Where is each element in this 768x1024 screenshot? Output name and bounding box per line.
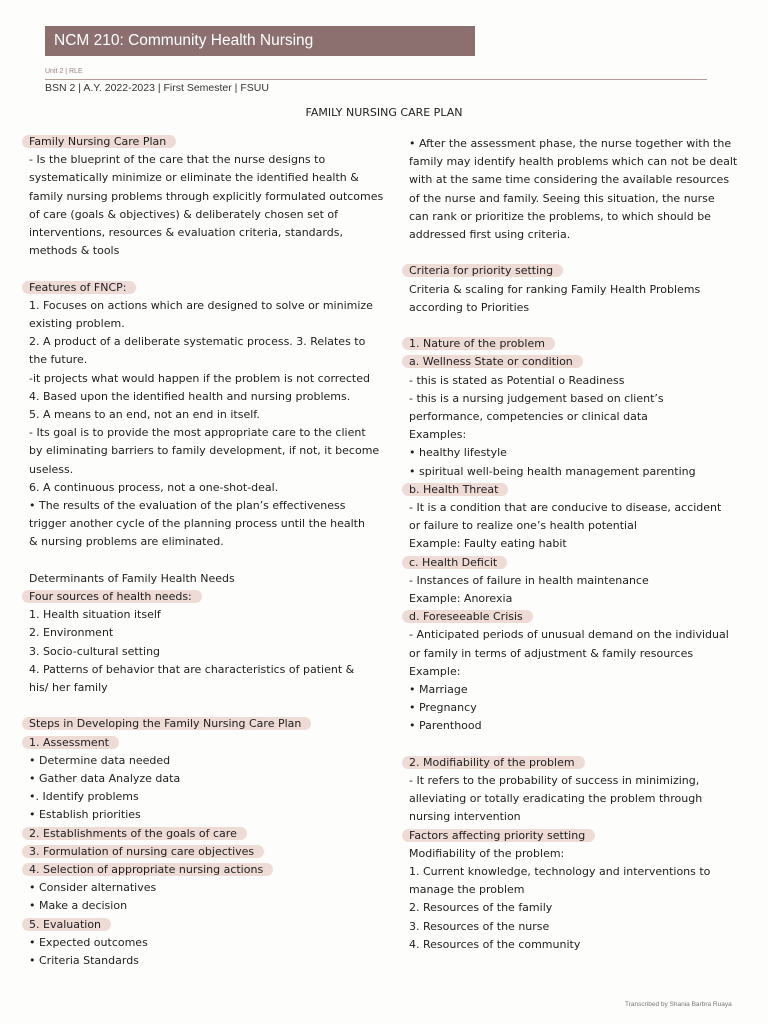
- section-heading: [409, 262, 563, 280]
- line-text: • After the assessment phase, the nurse together with the: [409, 137, 732, 150]
- highlighted-heading-text: 1. Assessment: [22, 736, 119, 749]
- text-line: [409, 881, 524, 899]
- text-line: [409, 936, 580, 954]
- text-line: [409, 463, 696, 481]
- highlighted-heading-text: d. Foreseeable Crisis: [402, 610, 533, 623]
- line-text: - Its goal is to provide the most appropriate care to the client: [29, 426, 366, 440]
- text-line: [29, 879, 156, 897]
- text-line: [409, 645, 693, 663]
- section-heading: [29, 861, 273, 879]
- highlighted-heading-text: 5. Evaluation: [22, 918, 111, 931]
- line-text: - this is a nursing judgement based on client’s: [409, 391, 664, 405]
- line-text: 6. A continuous process, not a one-shot-deal.: [29, 480, 279, 494]
- line-text: 5. A means to an end, not an end in itself.: [29, 408, 260, 421]
- section-heading: [29, 715, 311, 733]
- highlighted-heading-text: 2. Modifiability of the problem: [402, 756, 585, 769]
- header-divider: [45, 79, 707, 80]
- line-text: systematically minimize or eliminate the identified health &: [29, 171, 359, 185]
- text-line: [29, 224, 343, 242]
- line-text: 2. Resources of the family: [409, 901, 553, 915]
- text-line: [29, 752, 170, 770]
- text-line: [29, 770, 180, 788]
- highlighted-heading-text: b. Health Threat: [402, 483, 508, 496]
- line-text: Modifiability of the problem:: [409, 846, 565, 860]
- line-text: performance, competencies or clinical data: [409, 410, 648, 423]
- line-text: Criteria & scaling for ranking Family Health Problems: [409, 282, 701, 296]
- line-text: can rank or prioritize the problems, to which should be: [409, 209, 711, 223]
- text-line: [409, 845, 564, 863]
- text-line: [29, 206, 338, 224]
- line-text: Example: Faulty eating habit: [409, 537, 567, 551]
- text-line: [409, 663, 460, 681]
- line-text: the future.: [29, 353, 88, 367]
- text-line: [409, 517, 637, 535]
- line-text: alleviating or totally eradicating the problem through: [409, 792, 703, 806]
- line-text: his/ her family: [29, 681, 108, 694]
- text-line: [29, 806, 141, 824]
- text-line: [409, 699, 477, 717]
- line-text: Determinants of Family Health Needs: [29, 571, 235, 585]
- line-text: 4. Based upon the identified health and nursing problems.: [29, 389, 351, 403]
- text-line: [29, 952, 139, 970]
- text-line: [29, 297, 373, 315]
- left-column: [29, 133, 384, 973]
- highlighted-heading-text: Family Nursing Care Plan: [22, 135, 176, 148]
- text-line: [29, 643, 160, 661]
- text-line: [409, 626, 729, 644]
- text-line: [409, 390, 664, 408]
- text-line: [29, 242, 119, 260]
- line-text: - Is the blueprint of the care that the nurse designs to: [29, 153, 326, 167]
- text-line: [409, 408, 648, 426]
- line-text: or failure to realize one’s health potential: [409, 519, 637, 533]
- line-text: • Determine data needed: [29, 753, 171, 767]
- course-info: BSN 2 | A.Y. 2022-2023 | First Semester | FSUU: [45, 82, 269, 94]
- line-text: - It refers to the probability of success in minimizing,: [409, 774, 700, 787]
- line-text: • Establish priorities: [29, 808, 141, 822]
- line-text: • Pregnancy: [409, 701, 477, 715]
- line-text: methods & tools: [29, 244, 120, 258]
- text-line: [409, 681, 468, 699]
- text-line: [409, 863, 710, 881]
- text-line: [409, 153, 737, 171]
- line-text: family may identify health problems which can not be dealt: [409, 155, 738, 169]
- text-line: [409, 717, 482, 735]
- section-heading: [29, 279, 136, 297]
- section-heading: [409, 608, 533, 626]
- line-text: of care (goals & objectives) & deliberately chosen set of: [29, 207, 339, 221]
- section-heading: [29, 843, 264, 861]
- highlighted-heading-text: Features of FNCP:: [22, 281, 136, 294]
- line-text: • Marriage: [409, 683, 468, 696]
- text-line: [409, 135, 731, 153]
- text-line: [409, 226, 570, 244]
- section-heading: [409, 353, 583, 371]
- line-text: 4. Patterns of behavior that are characteristics of patient &: [29, 662, 355, 676]
- section-heading: [409, 754, 585, 772]
- line-text: nursing intervention: [409, 810, 521, 824]
- line-text: • Gather data Analyze data: [29, 772, 181, 785]
- line-text: according to Priorities: [409, 300, 530, 314]
- line-text: interventions, resources & evaluation criteria, standards,: [29, 226, 343, 239]
- section-heading: [409, 335, 555, 353]
- section-heading: [409, 827, 595, 845]
- line-text: Example: Anorexia: [409, 592, 513, 605]
- text-line: [29, 406, 260, 424]
- text-line: [409, 918, 549, 936]
- line-text: manage the problem: [409, 883, 525, 897]
- text-line: [29, 606, 161, 624]
- line-text: trigger another cycle of the planning process until the health: [29, 517, 365, 531]
- line-text: • Consider alternatives: [29, 881, 157, 895]
- highlighted-heading-text: Four sources of health needs:: [22, 590, 202, 603]
- text-line: [409, 372, 624, 390]
- text-line: [409, 572, 649, 590]
- text-line: [29, 370, 370, 388]
- course-title-banner: [45, 26, 475, 56]
- course-title: NCM 210: Community Health Nursing: [54, 32, 314, 49]
- line-text: Example:: [409, 664, 461, 678]
- text-line: [29, 169, 359, 187]
- text-line: [29, 188, 383, 206]
- text-line: [29, 934, 148, 952]
- line-text: or family in terms of adjustment & family resources: [409, 646, 694, 660]
- line-text: & nursing problems are eliminated.: [29, 535, 224, 549]
- text-line: [409, 281, 700, 299]
- line-text: 2. A product of a deliberate systematic process. 3. Relates to: [29, 335, 366, 349]
- line-text: 1. Current knowledge, technology and interventions to: [409, 865, 711, 878]
- line-text: existing problem.: [29, 317, 125, 330]
- line-text: 4. Resources of the community: [409, 937, 581, 951]
- section-heading: [29, 133, 176, 151]
- text-line: [409, 790, 702, 808]
- text-line: [409, 590, 512, 608]
- line-text: addressed first using criteria.: [409, 228, 571, 241]
- text-line: [29, 570, 235, 588]
- right-column: [409, 135, 759, 955]
- line-text: •. Identify problems: [29, 790, 139, 804]
- section-heading: [29, 825, 247, 843]
- line-text: • The results of the evaluation of the plan’s effectiveness: [29, 499, 346, 512]
- line-text: Examples:: [409, 428, 467, 442]
- text-line: [29, 624, 113, 642]
- line-text: • spiritual well-being health management parenting: [409, 464, 696, 478]
- text-line: [29, 461, 73, 479]
- text-line: [29, 351, 87, 369]
- unit-label: Unit 2 | RLE: [45, 68, 83, 75]
- line-text: by eliminating barriers to family development, if not, it become: [29, 444, 380, 458]
- highlighted-heading-text: 2. Establishments of the goals of care: [22, 827, 247, 840]
- line-text: 3. Socio-cultural setting: [29, 644, 161, 658]
- section-heading: [29, 916, 111, 934]
- text-line: [29, 388, 350, 406]
- text-line: [29, 479, 278, 497]
- text-line: [409, 499, 721, 517]
- highlighted-heading-text: c. Health Deficit: [402, 556, 507, 569]
- line-text: with at the same time considering the available resources: [409, 173, 730, 187]
- line-text: 1. Focuses on actions which are designed to solve or minimize: [29, 298, 373, 312]
- text-line: [409, 426, 466, 444]
- text-line: [29, 661, 354, 679]
- text-line: [29, 897, 127, 915]
- text-line: [29, 442, 379, 460]
- line-text: 2. Environment: [29, 626, 114, 640]
- section-heading: [409, 554, 507, 572]
- text-line: [409, 444, 507, 462]
- text-line: [409, 190, 715, 208]
- line-text: - this is stated as Potential o Readiness: [409, 373, 625, 387]
- highlighted-heading-text: 3. Formulation of nursing care objectives: [22, 845, 264, 858]
- text-line: [409, 772, 699, 790]
- document-title: FAMILY NURSING CARE PLAN: [305, 106, 463, 119]
- line-text: 3. Resources of the nurse: [409, 919, 550, 933]
- text-line: [409, 171, 729, 189]
- line-text: of the nurse and family. Seeing this situation, the nurse: [409, 191, 715, 205]
- line-text: -it projects what would happen if the problem is not corrected: [29, 371, 370, 385]
- section-heading: [29, 734, 119, 752]
- text-line: [409, 808, 521, 826]
- line-text: • healthy lifestyle: [409, 446, 507, 460]
- line-text: • Parenthood: [409, 719, 482, 733]
- line-text: 1. Health situation itself: [29, 608, 161, 622]
- transcriber-credit: Transcribed by Shania Barbra Ruaya: [625, 1001, 732, 1008]
- text-line: [29, 533, 224, 551]
- highlighted-heading-text: 1. Nature of the problem: [402, 337, 555, 350]
- text-line: [29, 424, 366, 442]
- text-line: [29, 151, 325, 169]
- text-line: [29, 497, 345, 515]
- highlighted-heading-text: Criteria for priority setting: [402, 264, 563, 277]
- text-line: [29, 315, 125, 333]
- text-line: [409, 208, 711, 226]
- text-line: [29, 515, 365, 533]
- line-text: useless.: [29, 462, 74, 476]
- line-text: - It is a condition that are conducive to disease, accident: [409, 501, 722, 514]
- text-line: [409, 899, 552, 917]
- text-line: [29, 788, 139, 806]
- section-heading: [409, 481, 508, 499]
- line-text: • Expected outcomes: [29, 935, 148, 949]
- line-text: - Anticipated periods of unusual demand on the individual: [409, 628, 729, 642]
- line-text: • Criteria Standards: [29, 954, 139, 967]
- section-heading: [29, 588, 202, 606]
- highlighted-heading-text: a. Wellness State or condition: [402, 355, 583, 368]
- text-line: [29, 679, 108, 697]
- line-text: - Instances of failure in health maintenance: [409, 573, 649, 587]
- text-line: [409, 535, 567, 553]
- highlighted-heading-text: Factors affecting priority setting: [402, 829, 595, 842]
- line-text: family nursing problems through explicitly formulated outcomes: [29, 189, 384, 203]
- text-line: [409, 299, 529, 317]
- highlighted-heading-text: Steps in Developing the Family Nursing Care Plan: [22, 717, 311, 730]
- text-line: [29, 333, 365, 351]
- line-text: • Make a decision: [29, 899, 128, 913]
- highlighted-heading-text: 4. Selection of appropriate nursing actions: [22, 863, 273, 876]
